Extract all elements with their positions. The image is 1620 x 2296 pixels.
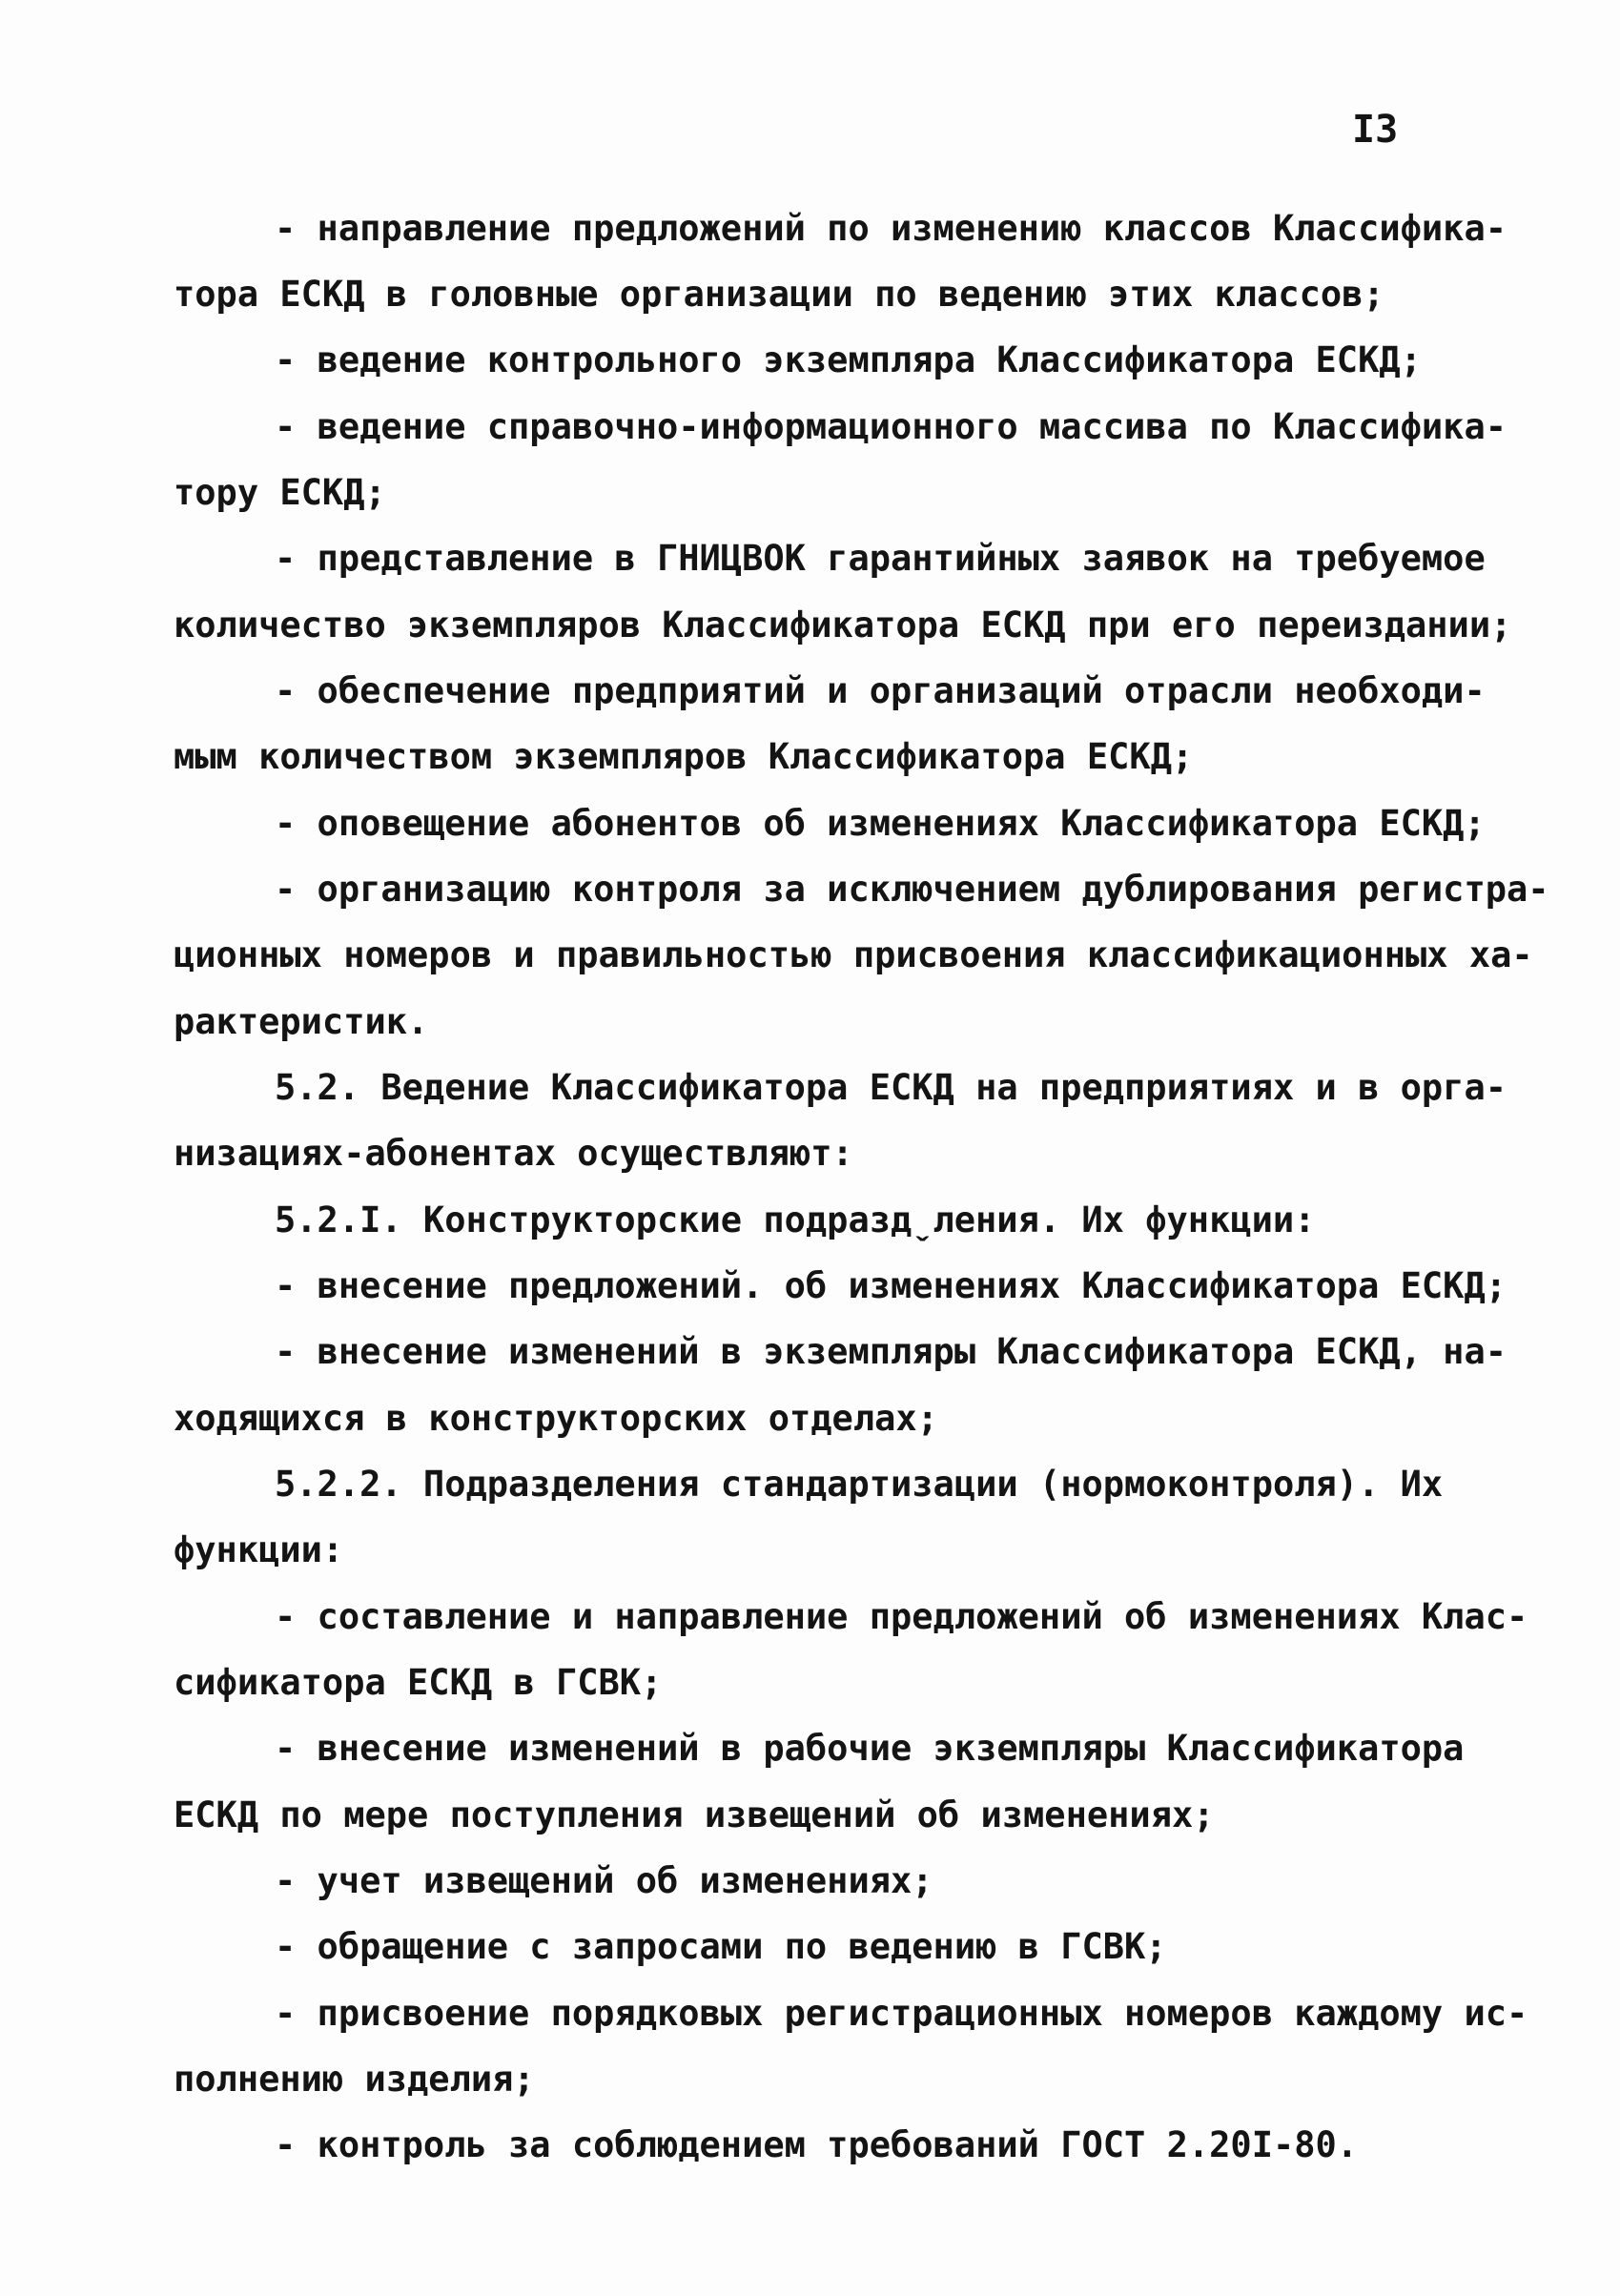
section-heading: 5.2. Ведение Классификатора ЕСКД на предприятиях и в орга-: [275, 1067, 1507, 1108]
text-line: - контроль за соблюдением требований ГОСТ 2.20I-80.: [275, 2124, 1359, 2165]
text-line: - представление в ГНИЦВОК гарантийных заявок на требуемое: [275, 538, 1486, 579]
text-line: - обращение с запросами по ведению в ГСВК;: [275, 1926, 1167, 1967]
text-line: функции:: [174, 1529, 344, 1570]
text-line: - организацию контроля за исключением дублирования регистра-: [275, 869, 1549, 910]
text-line: полнению изделия;: [174, 2059, 535, 2100]
text-line: - составление и направление предложений об изменениях Клас-: [275, 1596, 1528, 1637]
text-line: - учет извещений об изменениях;: [275, 1860, 933, 1901]
text-line: ходящихся в конструкторских отделах;: [174, 1398, 938, 1439]
text-line: - обеспечение предприятий и организаций отрасли необходи-: [275, 670, 1486, 711]
text-line: рактеристик.: [174, 1001, 429, 1042]
text-line: - внесение изменений в экземпляры Классификатора ЕСКД, на-: [275, 1331, 1507, 1372]
text-line: сификатора ЕСКД в ГСВК;: [174, 1662, 663, 1703]
text-line: - ведение справочно-информационного массива по Классифика-: [275, 406, 1507, 447]
text-line: - внесение предложений. об изменениях Классификатора ЕСКД;: [275, 1265, 1507, 1306]
text-line: мым количеством экземпляров Классификатора ЕСКД;: [174, 736, 1194, 777]
text-line: количество экземпляров Классификатора ЕСКД при его переиздании;: [174, 605, 1512, 646]
text-line: - присвоение порядковых регистрационных номеров каждому ис-: [275, 1993, 1528, 2034]
text-line: тора ЕСКД в головные организации по ведению этих классов;: [174, 274, 1384, 315]
text-line: - направление предложений по изменению классов Классифика-: [275, 208, 1507, 249]
section-heading: 5.2.I. Конструкторские подраздˬления. Их функции:: [275, 1199, 1316, 1240]
text-line: ЕСКД по мере поступления извещений об изменениях;: [174, 1794, 1215, 1835]
text-line: - оповещение абонентов об изменениях Классификатора ЕСКД;: [275, 803, 1486, 844]
section-heading: 5.2.2. Подразделения стандартизации (нормоконтроля). Их: [275, 1464, 1444, 1505]
text-line: - ведение контрольного экземпляра Классификатора ЕСКД;: [275, 339, 1422, 380]
text-line: низациях-абонентах осуществляют:: [174, 1133, 853, 1174]
page-number: I3: [1352, 108, 1399, 152]
text-line: ционных номеров и правильностью присвоения классификационных ха-: [174, 934, 1533, 975]
text-line: тору ЕСКД;: [174, 472, 386, 513]
text-line: - внесение изменений в рабочие экземпляры Классификатора: [275, 1728, 1465, 1769]
